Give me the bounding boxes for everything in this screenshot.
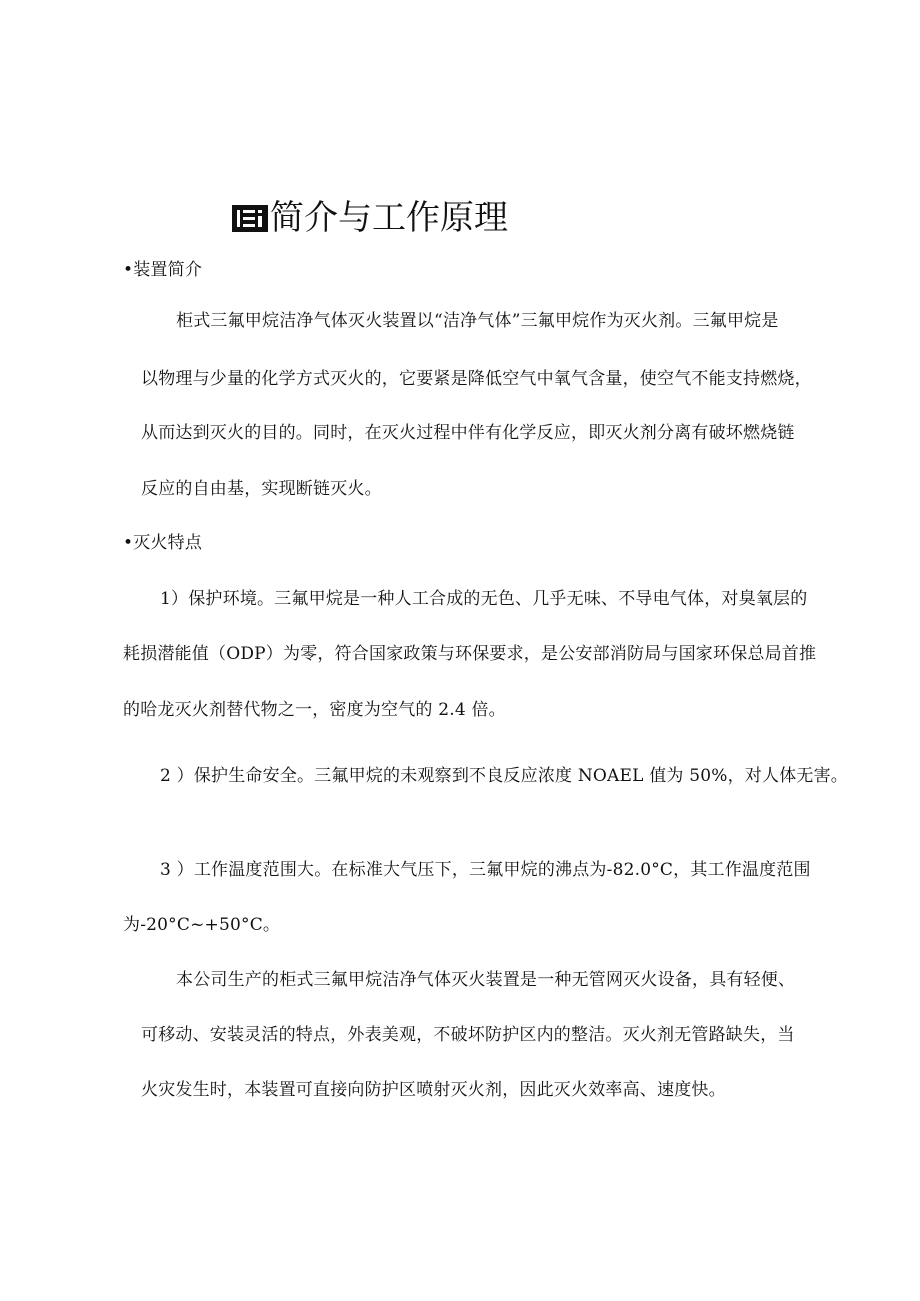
section-heading-features: •灭火特点 <box>123 533 203 553</box>
paragraph-line: 3 ）工作温度范围大。在标准大气压下，三氟甲烷的沸点为-82.0°C，其工作温度范围 <box>160 860 811 880</box>
paragraph-line: 火灾发生时，本装置可直接向防护区喷射灭火剂，因此灭火效率高、速度快。 <box>141 1080 726 1100</box>
paragraph-line: 以物理与少量的化学方式灭火的，它要紧是降低空气中氧气含量，使空气不能支持燃烧， <box>141 369 812 389</box>
document-icon <box>232 205 268 232</box>
paragraph-line: 柜式三氟甲烷洁净气体灭火装置以“洁净气体”三氟甲烷作为灭火剂。三氟甲烷是 <box>176 311 779 331</box>
section-heading-device-intro: •装置简介 <box>123 260 203 280</box>
paragraph-line: 1）保护环境。三氟甲烷是一种人工合成的无色、几乎无味、不导电气体，对臭氧层的 <box>160 589 808 609</box>
paragraph-line: 可移动、安装灵活的特点，外表美观，不破坏防护区内的整洁。灭火剂无管路缺失，当 <box>141 1025 795 1045</box>
paragraph-line: 为-20°C~+50°C。 <box>123 915 281 935</box>
paragraph-line: 反应的自由基，实现断链灭火。 <box>141 479 382 499</box>
paragraph-line: 2 ）保护生命安全。三氟甲烷的未观察到不良反应浓度 NOAEL 值为 50%，对人体无害。 <box>160 766 849 786</box>
paragraph-line: 的哈龙灭火剂替代物之一，密度为空气的 2.4 倍。 <box>123 700 506 720</box>
paragraph-line: 本公司生产的柜式三氟甲烷洁净气体灭火装置是一种无管网灭火设备，具有轻便、 <box>176 970 796 990</box>
paragraph-line: 从而达到灭火的目的。同时，在灭火过程中伴有化学反应，即灭火剂分离有破坏燃烧链 <box>141 423 795 443</box>
title-text: 简介与工作原理 <box>270 198 508 238</box>
page-title <box>232 196 508 240</box>
paragraph-line: 耗损潜能值（ODP）为零，符合国家政策与环保要求，是公安部消防局与国家环保总局首推 <box>123 644 817 664</box>
